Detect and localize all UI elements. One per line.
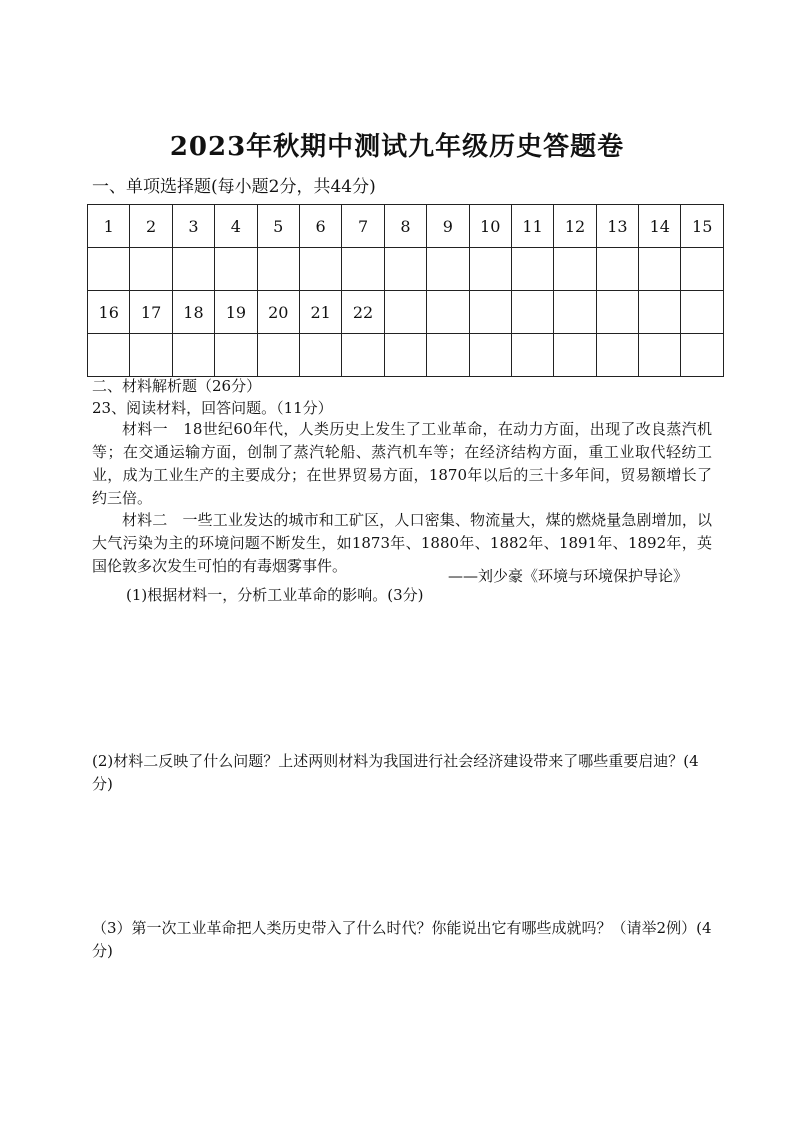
answer-cell[interactable]: [384, 248, 426, 291]
answer-cell[interactable]: [299, 248, 341, 291]
answer-cell[interactable]: [215, 248, 257, 291]
section1-heading: 一、单项选择题(每小题2分，共44分): [92, 177, 376, 197]
answer-cell[interactable]: [554, 248, 596, 291]
question-number: [554, 291, 596, 334]
question-23-heading: 23、阅读材料，回答问题。（11分）: [92, 399, 333, 417]
section2-heading: 二、材料解析题（26分）: [92, 377, 262, 395]
answer-cell[interactable]: [681, 334, 724, 377]
answer-cell[interactable]: [596, 334, 638, 377]
question-number: 9: [427, 205, 469, 248]
answer-cell[interactable]: [172, 334, 214, 377]
answer-cell[interactable]: [384, 334, 426, 377]
question-number: 22: [342, 291, 384, 334]
sub-question-1: (1)根据材料一，分析工业革命的影响。(3分): [126, 586, 424, 604]
question-number: [427, 291, 469, 334]
number-row-2: [88, 291, 724, 334]
answer-cell[interactable]: [130, 334, 172, 377]
question-number: 12: [554, 205, 596, 248]
answer-row-2: [88, 334, 724, 377]
material-2: 材料二 一些工业发达的城市和工矿区，人口密集、物流量大，煤的燃烧量急剧增加，以大气污染为主的环境问题不断发生，如1873年、1880年、1882年、1891年、1892年，英国伦敦多次发生可怕的有毒烟雾事件。: [92, 511, 712, 575]
answer-cell[interactable]: [511, 334, 553, 377]
answer-cell[interactable]: [215, 334, 257, 377]
answer-cell[interactable]: [342, 248, 384, 291]
answer-cell[interactable]: [639, 248, 681, 291]
question-number: 4: [215, 205, 257, 248]
question-number: 17: [130, 291, 172, 334]
answer-cell[interactable]: [469, 248, 511, 291]
question-number: 13: [596, 205, 638, 248]
answer-cell[interactable]: [342, 334, 384, 377]
answer-cell[interactable]: [257, 248, 299, 291]
answer-cell[interactable]: [511, 248, 553, 291]
answer-cell[interactable]: [639, 334, 681, 377]
question-number: 18: [172, 291, 214, 334]
question-number: 15: [681, 205, 724, 248]
question-number: 3: [172, 205, 214, 248]
question-number: 14: [639, 205, 681, 248]
question-number: 8: [384, 205, 426, 248]
page-title: 2023年秋期中测试九年级历史答题卷: [169, 132, 625, 162]
answer-cell[interactable]: [554, 334, 596, 377]
question-number: [469, 291, 511, 334]
question-number: 21: [299, 291, 341, 334]
question-number: 1: [88, 205, 130, 248]
sub-question-2: (2)材料二反映了什么问题？上述两则材料为我国进行社会经济建设带来了哪些重要启迪？(4分): [92, 752, 699, 793]
question-number: [511, 291, 553, 334]
answer-cell[interactable]: [427, 334, 469, 377]
question-number: [596, 291, 638, 334]
answer-cell[interactable]: [130, 248, 172, 291]
question-number: 5: [257, 205, 299, 248]
question-number: 7: [342, 205, 384, 248]
sub-question-3: （3）第一次工业革命把人类历史带入了什么时代？你能说出它有哪些成就吗？（请举2例）(4分): [92, 919, 712, 960]
answer-cell[interactable]: [427, 248, 469, 291]
answer-cell[interactable]: [596, 248, 638, 291]
answer-cell[interactable]: [172, 248, 214, 291]
answer-cell[interactable]: [88, 334, 130, 377]
question-number: [681, 291, 724, 334]
answer-cell[interactable]: [299, 334, 341, 377]
material-source: ——刘少豪《环境与环境保护导论》: [447, 567, 688, 585]
question-number: 2: [130, 205, 172, 248]
question-number: 20: [257, 291, 299, 334]
answer-cell[interactable]: [257, 334, 299, 377]
question-number: 16: [88, 291, 130, 334]
material-1: 材料一 18世纪60年代，人类历史上发生了工业革命，在动力方面，出现了改良蒸汽机等；在交通运输方面，创制了蒸汽轮船、蒸汽机车等；在经济结构方面，重工业取代轻纺工业，成为工业生产的主要成分；在世界贸易方面，1870年以后的三十多年间，贸易额增长了约三倍。: [92, 420, 712, 507]
question-number: [384, 291, 426, 334]
answer-cell[interactable]: [469, 334, 511, 377]
question-number: 6: [299, 205, 341, 248]
question-number: [639, 291, 681, 334]
answer-row-1: [88, 248, 724, 291]
answer-grid: [87, 204, 724, 377]
answer-cell[interactable]: [681, 248, 724, 291]
question-number: 10: [469, 205, 511, 248]
number-row-1: [88, 205, 724, 248]
question-number: 11: [511, 205, 553, 248]
answer-cell[interactable]: [88, 248, 130, 291]
question-number: 19: [215, 291, 257, 334]
